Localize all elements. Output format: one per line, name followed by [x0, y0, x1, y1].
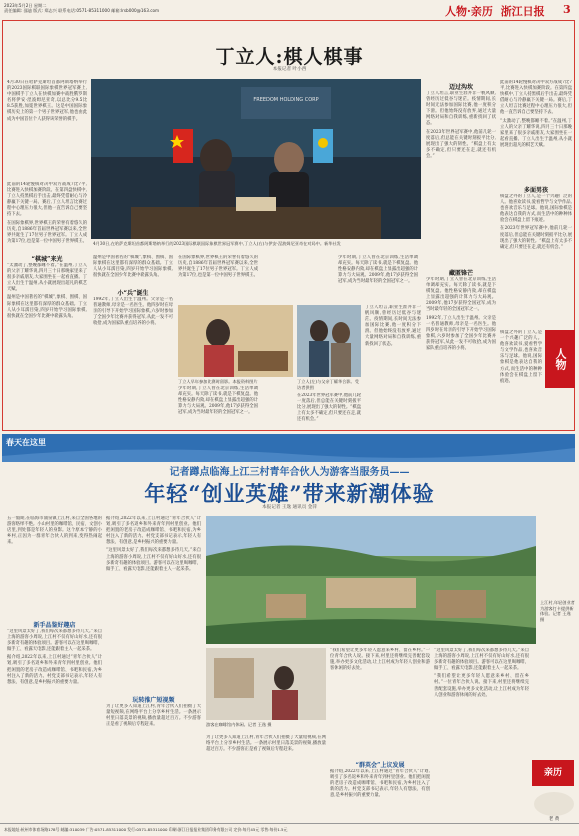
- story2-col1b-text2: 据介绍,2022年以来,上江村通过“青年合伙人”计划,吸引了多名返乡和外来青年到村里创业。他们把闲置的老房子改造成咖啡馆、书吧和民宿,为乡村注入了新的活力。村党支部书记表示,年轻人有想法、有创意,是乡村振兴的重要力量。: [7, 655, 102, 685]
- story1-col1: [7, 80, 87, 180]
- story1-col4a-text: 在国际象棋界,世界棋王的荣誉有着悠久的历史,自1886年首届世界冠军赛以来,全世界共诞生了17位男子世界冠军。丁立人成为第17位,也是第一位中国男子世界棋王。: [178, 255, 258, 279]
- story1-col7-text2: “太激动了,整晚都睡不着。”在温州,丁立人的父亲丁耀华说,四月三十日那晚家里来了很多亲戚朋友,大家围坐在一起看直播。丁立人出生于温州,从小就展现出超凡的棋艺天赋。: [500, 118, 572, 148]
- footer-text: 本报地址:杭州市体育场路178号 邮编:310039 广告:0571-85311000 发行:0571-85311000 印刷:浙江日报报业集团印务有限公司 定价:每月45元 零售:每份1.5元: [0, 823, 579, 836]
- author-avatar: [534, 792, 574, 816]
- story2-col3: [206, 735, 326, 819]
- story1-title: 丁立人:棋人棋事: [215, 46, 364, 68]
- story2-col4: [330, 648, 430, 756]
- story1-col7-text: 此前的14轮慢棋对决中双方战成7比7平,比赛进入快棋加赛阶段。在第四盘快棋中,丁立人持黑棋后手出击,最终凭借耐心与冷静赢下关键一局。赛后,丁立人坦言比赛过程中心理压力很大,但他一直告诉自己要坚持下去。: [500, 80, 572, 116]
- story1-byline: 本报记者 叶小西: [272, 67, 307, 72]
- page-number: 3: [563, 3, 571, 16]
- header-meta: [4, 3, 159, 14]
- author-name: 老 黄: [548, 817, 560, 822]
- story2-col4b: [330, 769, 430, 819]
- header-date: 2023年5月2日 星期二: [4, 3, 47, 8]
- story2-section-tag: 春天在这里: [6, 438, 46, 447]
- story2-col2b: [106, 704, 201, 819]
- story1-col1b: [7, 182, 87, 252]
- subhead-xinshou: 新手品鉴好趣店: [33, 622, 76, 629]
- subhead-maiguo: 迈过沟坎: [448, 84, 473, 91]
- header-contacts: 责任编辑: 邵迪 版式: 郑志兴 联系电话:0571-85311000 邮箱:lrsb000@163.com: [4, 8, 160, 14]
- story1-col4b: [178, 386, 258, 424]
- main-photo-caption: 4月30日,在哈萨克斯坦首都阿斯塔纳举行的2023国际棋联国际象棋世界冠军赛中,丁立人(右)与伊安·涅波姆尼亚奇在对局中。新华社发: [93, 241, 341, 246]
- qinli-logo: 亲历: [532, 760, 574, 786]
- story1-col7b: [500, 194, 572, 326]
- story1-col5a: [297, 393, 361, 423]
- story1-col2-text2: 温州是中国著名的“棋城”,象棋、围棋、国际象棋在这里都有深厚的群众基础。丁立人从小耳濡目染,四岁开始学习国际象棋,很快就在全国少年比赛中崭露头角。: [7, 295, 87, 319]
- story2-banner: [2, 434, 575, 462]
- blue-band-decoration: [2, 434, 575, 462]
- story2-title: 年轻“创业英雄”带来新潮体验: [144, 481, 435, 506]
- story1-col6b-text: 少年时期,丁立人曾在北京训练,生活单调却充实。每天除了读书,就是下棋复盘。他性格安静内敛,却在棋盘上显露出超强的计算力与大局观。2009年,他17岁获得全国冠军,成为当时最年轻的全国冠军之一。: [426, 277, 496, 313]
- subhead-xiaobing: 小“兵”诞生: [117, 290, 149, 297]
- story1-col5c: [365, 305, 421, 423]
- story1-col1-text3: 在国际象棋界,世界棋王的荣誉有着悠久的历史,自1886年首届世界冠军赛以来,全世界共诞生了17位男子世界冠军。丁立人成为第17位,也是第一位中国男子世界棋王。: [7, 220, 87, 244]
- story1-col5b: [338, 255, 418, 303]
- story1-col7b-text: 棋盘之外的丁立人,是一个兴趣广泛的人。他喜欢读书,爱看哲学与文学作品,也喜欢音乐与足球。他说,国际象棋是他表达自我的方式,而生活中的种种体验会在棋盘上留下痕迹。: [500, 194, 572, 224]
- story1-col1-text2: 此前的14轮慢棋对决中双方战成7比7平,比赛进入快棋加赛阶段。在第四盘快棋中,丁立人持黑棋后手出击,最终凭借耐心与冷静赢下关键一局。赛后,丁立人坦言比赛过程中心理压力很大,但他一直告诉自己要坚持下去。: [7, 182, 87, 218]
- story2-col5-text: “这里风景太好了,我们每次来都想多待几天。”来自上海的游客小周说,上江村不仅有好山好水,还有很多新奇有趣的体验项目。游客可以在这里喝咖啡、做手工、看露天电影,还能跟着主人一起采茶。: [434, 648, 529, 672]
- story1-col7c-text: 棋盘之外的丁立人,是一个兴趣广泛的人。他喜欢读书,爱看哲学与文学作品,也喜欢音乐与足球。他说,国际象棋是他表达自我的方式,而生活中的种种体验会在棋盘上留下痕迹。: [500, 330, 542, 384]
- story1-col6-text: 丁立人坦言,职业生涯并非一帆风顺,曾经历过低谷与迷茫。疫情期间,长时间无法参加国际比赛,他一度积分下滑。但他始终没有放弃,通过大量网络对局和自我训练,重新找回了状态。: [426, 91, 496, 127]
- story1-col1c: [7, 263, 87, 423]
- story1-col5c-text: 丁立人坦言,职业生涯并非一帆风顺,曾经历过低谷与迷茫。疫情期间,长时间无法参加国际比赛,他一度积分下滑。但他始终没有放弃,通过大量网络对局和自我训练,重新找回了状态。: [365, 305, 421, 347]
- story2-col1b-text: “这里风景太好了,我们每次来都想多待几天。”来自上海的游客小周说,上江村不仅有好山好水,还有很多新奇有趣的体验项目。游客可以在这里喝咖啡、做手工、看露天电影,还能跟着主人一起采茶。: [7, 629, 102, 653]
- story1-col5a-text: 在2023年世界冠军赛中,他前几轮一度落后,但总能在关键时刻扳平比分,展现出了强大的韧性。“棋盘上有太多不确定,但只要还在走,就还有机会。”: [297, 393, 361, 423]
- story2-col2-text2: “这里风景太好了,我们每次来都想多待几天。”来自上海的游客小周说,上江村不仅有好山好水,还有很多新奇有趣的体验项目。游客可以在这里喝咖啡、做手工、看露天电影,还能跟着主人一起采茶。: [106, 548, 201, 572]
- story2-photo: [206, 516, 536, 644]
- story1-col6-text2: 在2023年世界冠军赛中,他前几轮一度落后,但总能在关键时刻扳平比分,展现出了强大的韧性。“棋盘上有太多不确定,但只要还在走,就还有机会。”: [426, 129, 496, 159]
- story2-photo-caption: 上江村,年轻创业者为游客打卡提供新体验。记者 王逸 摄: [540, 600, 575, 622]
- story1-col4a: [178, 255, 258, 303]
- photo-young: [178, 305, 293, 377]
- story2-col3-text: 为了让更多人知道上江村,青年合伙人们拍摄了大量短视频,在网络平台上分享乡村生活。一条展示村里日落美景的视频,播放量超过百万。不少游客正是看了视频后专程赶来。: [206, 735, 326, 753]
- section-name: 人物·亲历: [445, 5, 493, 18]
- subhead-duomian: 多面男孩: [523, 187, 548, 194]
- subhead-qunyinghui: “群英会”上议发展: [355, 762, 405, 769]
- chess-match-photo: [91, 79, 421, 239]
- story2-col4-text: “我们希望让更多年轻人愿意来乡村、留在乡村。”一位青年合伙人说。接下来,村里还将继续完善配套设施,举办更多文化活动,让上江村成为年轻人创业和游客休闲的好去处。: [330, 648, 430, 672]
- story2-col1b: [7, 629, 102, 819]
- page-header: [0, 0, 579, 20]
- story1-col6b: [426, 277, 496, 425]
- cafe-photo: [206, 648, 326, 720]
- story2-byline: 本报记者 王逸 通讯员 金萍: [262, 505, 317, 510]
- father-son-photo: [297, 305, 361, 377]
- story1-col6b-text2: 1992年,丁立人出生于温州。父亲是一名普通教师,母亲是一名医生。他四岁时在母亲的引导下开始学习国际象棋,六岁时参加了全国少年比赛并获得冠军,从此一发不可收拾,成为国家队重点培养的小将。: [426, 315, 496, 352]
- subhead-cangni: 藏匿锋芒: [448, 270, 473, 277]
- story1-col1-text: 4月30日在哈萨克斯坦首都阿斯塔纳举行的2023国际棋联国际象棋世界冠军赛上,中国棋手丁立人在快棋加赛中战胜俄罗斯名将伊安·涅波姆尼亚奇,以总比分9.5比8.5获胜,加冕世界棋王。这是中国国际象棋历史上的第一个男子世界冠军,他也由此成为中国首位个人获得该荣誉的棋手。: [7, 80, 87, 122]
- story1-col6: [426, 91, 496, 266]
- photo-father: [297, 305, 361, 377]
- village-aerial-photo: [206, 516, 536, 644]
- story1-col2-text: “太激动了,整晚都睡不着。”在温州,丁立人的父亲丁耀华说,四月三十日那晚家里来了很多亲戚朋友,大家围坐在一起看直播。丁立人出生于温州,从小就展现出超凡的棋艺天赋。: [7, 263, 87, 293]
- story1-col3: [93, 297, 173, 423]
- story2-col5-text2: “我们希望让更多年轻人愿意来乡村、留在乡村。”一位青年合伙人说。接下来,村里还将继续完善配套设施,举办更多文化活动,让上江村成为年轻人创业和游客休闲的好去处。: [434, 674, 529, 698]
- subhead-qicheng: “棋城”来光: [31, 256, 63, 263]
- story2-col2b-text: 为了让更多人知道上江村,青年合伙人们拍摄了大量短视频,在网络平台上分享乡村生活。一条展示村里日落美景的视频,播放量超过百万。不少游客正是看了视频后专程赶来。: [106, 704, 201, 728]
- main-photo: [91, 79, 421, 239]
- story1-col4-text: 少年时期,丁立人曾在北京训练,生活单调却充实。每天除了读书,就是下棋复盘。他性格安静内敛,却在棋盘上显露出超强的计算力与大局观。2009年,他17岁获得全国冠军,成为当时最年轻的全国冠军之一。: [178, 386, 258, 416]
- young-player-photo: [178, 305, 293, 377]
- photo3-caption: 丁立人(左)与父亲丁耀华合影。受访者供图: [297, 379, 359, 390]
- story1-col5b-text: 少年时期,丁立人曾在北京训练,生活单调却充实。每天除了读书,就是下棋复盘。他性格安静内敛,却在棋盘上显露出超强的计算力与大局观。2009年,他17岁获得全国冠军,成为当时最年轻的全国冠军之一。: [338, 255, 418, 285]
- story1-col7c: [500, 330, 542, 425]
- story2-col1: [7, 516, 102, 616]
- story2-kicker: 记者蹲点临海上江三村青年合伙人为游客当服务员——: [169, 467, 410, 478]
- story2-col2-text: 据介绍,2022年以来,上江村通过“青年合伙人”计划,吸引了多名返乡和外来青年到村里创业。他们把闲置的老房子改造成咖啡馆、书吧和民宿,为乡村注入了新的活力。村党支部书记表示,年轻人有想法、有创意,是乡村振兴的重要力量。: [106, 516, 201, 546]
- sidebar-tag-renwu: 人物: [545, 330, 575, 388]
- story1-col3-text: 1992年,丁立人出生于温州。父亲是一名普通教师,母亲是一名医生。他四岁时在母亲的引导下开始学习国际象棋,六岁时参加了全国少年比赛并获得冠军,从此一发不可收拾,成为国家队重点培养的小将。: [93, 297, 173, 327]
- story1-col7: [500, 80, 572, 180]
- story1-col7b-text2: 在2023年世界冠军赛中,他前几轮一度落后,但总能在关键时刻扳平比分,展现出了强大的韧性。“棋盘上有太多不确定,但只要还在走,就还有机会。”: [500, 226, 572, 250]
- section-title: [445, 3, 545, 19]
- story2-col5: [434, 648, 529, 819]
- photo2-caption: 丁立人早年参加比赛时留影。本报资料图片: [178, 379, 258, 384]
- banner-text: FREEDOM HOLDING CORP: [253, 97, 319, 103]
- story1-mid-text: 温州是中国著名的“棋城”,象棋、围棋、国际象棋在这里都有深厚的群众基础。丁立人从小耳濡目染,四岁开始学习国际象棋,很快就在全国少年比赛中崭露头角。: [93, 255, 173, 279]
- story2-photo2-caption: 游客在咖啡馆内休闲。记者 王逸 摄: [206, 722, 272, 727]
- story1-col3a: [93, 255, 173, 285]
- page-footer: [0, 823, 579, 835]
- story2-col4b-text: 据介绍,2022年以来,上江村通过“青年合伙人”计划,吸引了多名返乡和外来青年到村里创业。他们把闲置的老房子改造成咖啡馆、书吧和民宿,为乡村注入了新的活力。村党支部书记表示,年轻人有想法、有创意,是乡村振兴的重要力量。: [330, 769, 430, 799]
- paper-name: 浙江日报: [500, 5, 545, 18]
- story2-photo2: [206, 648, 326, 720]
- story2-col2: [106, 516, 201, 691]
- subhead-wanzhuan: 玩转推广短视频: [132, 697, 175, 704]
- story2-col1-text: 五一假期,在临海市涌泉镇上江村,来自全国各地的游客络绎不绝。小山村里的咖啡馆、民宿、文创小店里,到处都是年轻人的身影。这个原本宁静的小乡村,正因为一群青年合伙人的到来,变得热闹起来。: [7, 516, 102, 546]
